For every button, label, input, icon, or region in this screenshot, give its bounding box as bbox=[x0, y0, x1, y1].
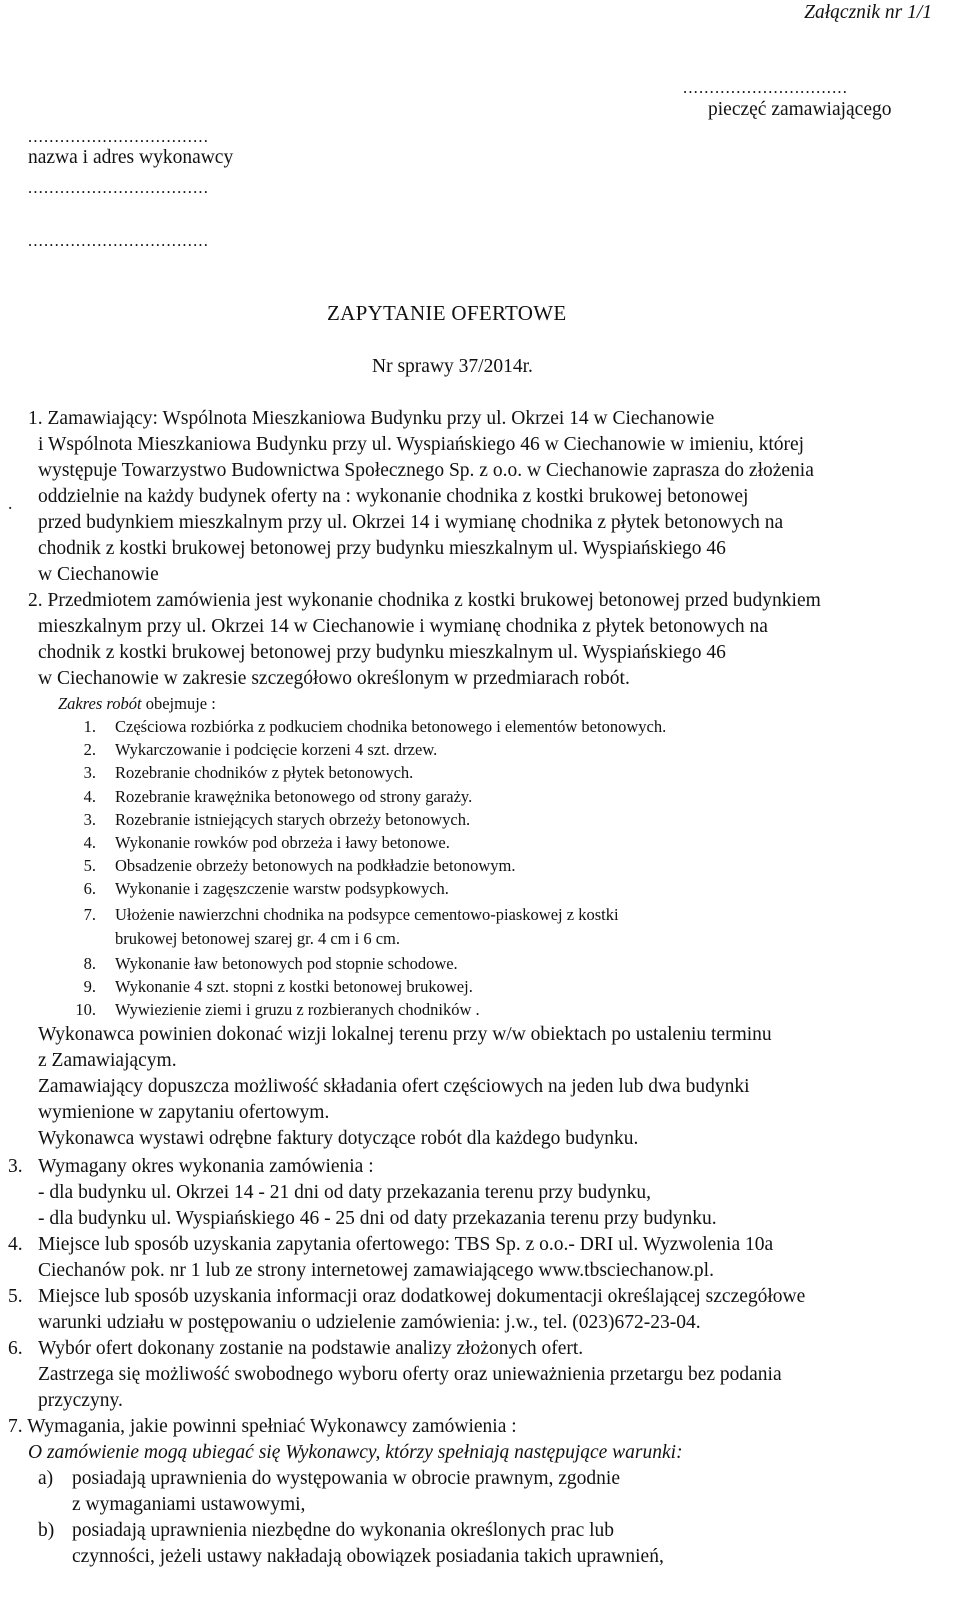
p1-line-5: przed budynkiem mieszkalnym przy ul. Okrzei 14 i wymianę chodnika z płytek betonowych na bbox=[38, 512, 784, 533]
s7-item-line: posiadają uprawnienia niezbędne do wykonania określonych prac lub bbox=[72, 1520, 615, 1541]
work-num: 2. bbox=[83, 740, 96, 759]
s6-line-3: przyczyny. bbox=[38, 1390, 123, 1411]
work-text: Wykonanie i zagęszczenie warstw podsypkowych. bbox=[115, 879, 449, 898]
work-num: 3. bbox=[83, 810, 96, 829]
stamp-dots: ............................... bbox=[683, 78, 849, 97]
work-num: 6. bbox=[83, 879, 96, 898]
stamp-label: pieczęć zamawiającego bbox=[708, 99, 892, 120]
partial-offers-line-1: Zamawiający dopuszcza możliwość składania ofert częściowych na jeden lub dwa budynki bbox=[38, 1076, 750, 1097]
s3-line-1: - dla budynku ul. Okrzei 14 - 21 dni od daty przekazania terenu przy budynku, bbox=[38, 1182, 651, 1203]
s4-num: 4. bbox=[8, 1234, 23, 1255]
s6-line-2: Zastrzega się możliwość swobodnego wyboru oferty oraz unieważnienia przetargu bez podania bbox=[38, 1364, 782, 1385]
work-num: 4. bbox=[83, 833, 96, 852]
s4-line-2: Ciechanów pok. nr 1 lub ze strony internetowej zamawiającego www.tbsciechanow.pl. bbox=[38, 1260, 714, 1281]
invoices-line: Wykonawca wystawi odrębne faktury dotyczące robót dla każdego budynku. bbox=[38, 1128, 639, 1149]
s5-num: 5. bbox=[8, 1286, 23, 1307]
work-num: 10. bbox=[75, 1000, 96, 1019]
p1-line-1: 1. Zamawiający: Wspólnota Mieszkaniowa Budynku przy ul. Okrzei 14 w Ciechanowie bbox=[28, 408, 715, 429]
p1-line-2: i Wspólnota Mieszkaniowa Budynku przy ul. Wyspiańskiego 46 w Ciechanowie w imieniu, której bbox=[38, 434, 805, 455]
work-text-continued: brukowej betonowej szarej gr. 4 cm i 6 cm. bbox=[115, 929, 401, 948]
s6-num: 6. bbox=[8, 1338, 23, 1359]
work-num: 8. bbox=[83, 954, 96, 973]
s7-item-label: a) bbox=[38, 1468, 54, 1489]
work-text: Częściowa rozbiórka z podkuciem chodnika betonowego i elementów betonowych. bbox=[115, 717, 667, 736]
work-text: Wykonanie rowków pod obrzeża i ławy betonowe. bbox=[115, 833, 450, 852]
s7-item-line: z wymaganiami ustawowymi, bbox=[72, 1494, 306, 1515]
work-num: 9. bbox=[83, 977, 96, 996]
work-text: Obsadzenie obrzeży betonowych na podkładzie betonowym. bbox=[115, 856, 516, 875]
stray-dot: . bbox=[8, 493, 13, 513]
scope-label-italic: Zakres robót bbox=[58, 694, 142, 713]
work-text: Rozebranie krawężnika betonowego od strony garaży. bbox=[115, 787, 473, 806]
s7-item-line: posiadają uprawnienia do występowania w obrocie prawnym, zgodnie bbox=[72, 1468, 620, 1489]
annex-label: Załącznik nr 1/1 bbox=[804, 2, 932, 23]
partial-offers-line-2: wymienione w zapytaniu ofertowym. bbox=[38, 1102, 330, 1123]
s5-line-1: Miejsce lub sposób uzyskania informacji oraz dodatkowej dokumentacji określającej szczegółowe bbox=[38, 1286, 806, 1307]
p1-line-6: chodnik z kostki brukowej betonowej przy budynku mieszkalnym ul. Wyspiańskiego 46 bbox=[38, 538, 726, 559]
work-text: Wykarczowanie i podcięcie korzeni 4 szt. drzew. bbox=[115, 740, 438, 759]
contractor-dots-2: .................................. bbox=[28, 178, 210, 197]
p2-line-3: chodnik z kostki brukowej betonowej przy budynku mieszkalnym ul. Wyspiańskiego 46 bbox=[38, 642, 726, 663]
p2-line-1: 2. Przedmiotem zamówienia jest wykonanie chodnika z kostki brukowej betonowej przed budynkiem bbox=[28, 590, 821, 611]
work-num: 1. bbox=[83, 717, 96, 736]
case-number: Nr sprawy 37/2014r. bbox=[372, 356, 533, 377]
scope-label bbox=[58, 693, 216, 715]
contractor-dots-1: .................................. bbox=[28, 127, 210, 146]
s7-heading: 7. Wymagania, jakie powinni spełniać Wykonawcy zamówienia : bbox=[8, 1416, 517, 1437]
s3-line-2: - dla budynku ul. Wyspiańskiego 46 - 25 dni od daty przekazania terenu przy budynku. bbox=[38, 1208, 717, 1229]
s7-intro: O zamówienie mogą ubiegać się Wykonawcy, którzy spełniają następujące warunki: bbox=[28, 1442, 683, 1463]
p1-line-4: oddzielnie na każdy budynek oferty na : wykonanie chodnika z kostki brukowej betonowej bbox=[38, 486, 749, 507]
work-text: Wykonanie 4 szt. stopni z kostki betonowej brukowej. bbox=[115, 977, 473, 996]
site-visit-line-1: Wykonawca powinien dokonać wizji lokalnej terenu przy w/w obiektach po ustaleniu terminu bbox=[38, 1024, 772, 1045]
work-text: Ułożenie nawierzchni chodnika na podsypce cementowo-piaskowej z kostki bbox=[115, 905, 619, 924]
work-text: Rozebranie chodników z płytek betonowych. bbox=[115, 763, 414, 782]
contractor-label: nazwa i adres wykonawcy bbox=[28, 147, 234, 168]
page-title: ZAPYTANIE OFERTOWE bbox=[327, 301, 567, 325]
s3-heading: Wymagany okres wykonania zamówienia : bbox=[38, 1156, 374, 1177]
scope-label-rest: obejmuje : bbox=[141, 694, 216, 713]
s6-line-1: Wybór ofert dokonany zostanie na podstawie analizy złożonych ofert. bbox=[38, 1338, 584, 1359]
p2-line-4: w Ciechanowie w zakresie szczegółowo określonym w przedmiarach robót. bbox=[38, 668, 630, 689]
work-num: 5. bbox=[83, 856, 96, 875]
work-num: 7. bbox=[83, 905, 96, 924]
s7-item-line: czynności, jeżeli ustawy nakładają obowiązek posiadania takich uprawnień, bbox=[72, 1546, 664, 1567]
work-num: 3. bbox=[83, 763, 96, 782]
s3-num: 3. bbox=[8, 1156, 23, 1177]
s7-item-label: b) bbox=[38, 1520, 55, 1541]
p1-line-7: w Ciechanowie bbox=[38, 564, 159, 585]
site-visit-line-2: z Zamawiającym. bbox=[38, 1050, 177, 1071]
work-num: 4. bbox=[83, 787, 96, 806]
s4-line-1: Miejsce lub sposób uzyskania zapytania ofertowego: TBS Sp. z o.o.- DRI ul. Wyzwolenia 10a bbox=[38, 1234, 774, 1255]
work-text: Wywiezienie ziemi i gruzu z rozbieranych chodników . bbox=[115, 1000, 480, 1019]
contractor-dots-3: .................................. bbox=[28, 231, 210, 250]
p2-line-2: mieszkalnym przy ul. Okrzei 14 w Ciechanowie i wymianę chodnika z płytek betonowych na bbox=[38, 616, 768, 637]
work-text: Wykonanie ław betonowych pod stopnie schodowe. bbox=[115, 954, 458, 973]
p1-line-3: występuje Towarzystwo Budownictwa Społecznego Sp. z o.o. w Ciechanowie zaprasza do złożenia bbox=[38, 460, 814, 481]
work-text: Rozebranie istniejących starych obrzeży betonowych. bbox=[115, 810, 471, 829]
s5-line-2: warunki udziału w postępowaniu o udzielenie zamówienia: j.w., tel. (023)672-23-04. bbox=[38, 1312, 701, 1333]
